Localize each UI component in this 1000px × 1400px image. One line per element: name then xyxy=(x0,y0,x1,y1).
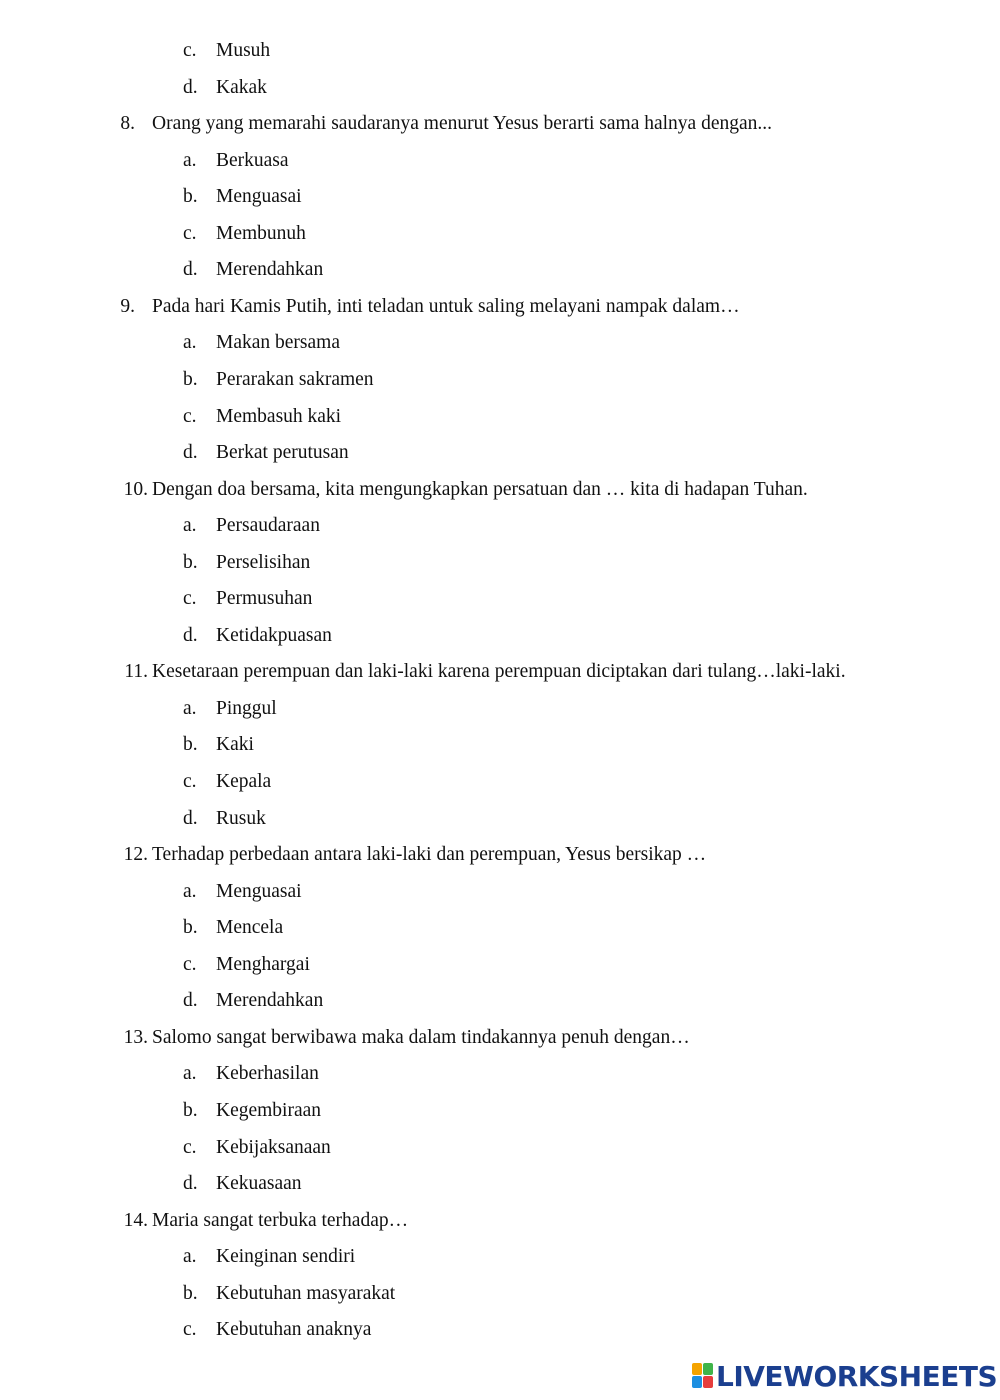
option-text: Kebutuhan anaknya xyxy=(216,1319,372,1341)
liveworksheets-logo xyxy=(692,1361,997,1391)
option-text: Kaki xyxy=(216,734,254,756)
question-number: 11. xyxy=(124,661,148,683)
option-text: Kekuasaan xyxy=(216,1173,302,1194)
option-text: Rusuk xyxy=(216,807,266,829)
option-letter: d. xyxy=(183,624,198,646)
option-text: Berkat perutusan xyxy=(216,442,349,463)
option-letter: c. xyxy=(183,1136,197,1158)
option-text: Perselisihan xyxy=(216,551,311,573)
option-text: Merendahkan xyxy=(216,990,324,1012)
question-text: Dengan doa bersama, kita mengungkapkan persatuan dan … kita di hadapan Tuhan. xyxy=(152,478,808,500)
option-letter: d. xyxy=(183,990,198,1012)
option-letter: d. xyxy=(183,259,198,281)
option-letter: b. xyxy=(183,1282,198,1304)
question-number: 12. xyxy=(123,844,148,866)
question-number: 14. xyxy=(123,1209,148,1231)
option-text: Merendahkan xyxy=(216,259,324,281)
option-text: Permusuhan xyxy=(216,588,313,610)
option-text: Kegembiraan xyxy=(216,1099,322,1121)
option-text: Membasuh kaki xyxy=(216,405,342,427)
option-text: Menghargai xyxy=(216,953,310,975)
liveworksheets-logo-icon xyxy=(692,1363,714,1389)
option-letter: a. xyxy=(183,1063,197,1085)
option-letter: d. xyxy=(183,76,198,98)
option-letter: b. xyxy=(183,734,198,756)
option-text: Musuh xyxy=(216,40,271,61)
option-text: Kepala xyxy=(216,771,272,792)
option-text: Makan bersama xyxy=(216,332,340,354)
option-text: Persaudaraan xyxy=(216,515,320,537)
option-letter: b. xyxy=(183,368,198,390)
option-text: Kakak xyxy=(216,76,267,98)
option-text: Pinggul xyxy=(216,697,277,719)
option-letter: c. xyxy=(183,40,197,61)
brand-name: LIVEWORKSHEETS xyxy=(716,1359,998,1393)
option-letter: a. xyxy=(183,697,197,719)
question-text: Terhadap perbedaan antara laki-laki dan perempuan, Yesus bersikap … xyxy=(152,844,707,866)
question-text: Kesetaraan perempuan dan laki-laki karena perempuan diciptakan dari tulang…laki-laki. xyxy=(152,661,846,683)
option-letter: d. xyxy=(183,1173,198,1194)
option-letter: c. xyxy=(183,771,197,792)
question-number: 13. xyxy=(123,1026,148,1048)
option-letter: c. xyxy=(183,588,197,610)
option-letter: b. xyxy=(183,1099,198,1121)
option-text: Perarakan sakramen xyxy=(216,368,374,390)
option-text: Ketidakpuasan xyxy=(216,624,332,646)
option-letter: c. xyxy=(183,953,197,975)
option-letter: c. xyxy=(183,222,197,244)
question-text: Orang yang memarahi saudaranya menurut Yesus berarti sama halnya dengan... xyxy=(152,113,773,135)
option-letter: a. xyxy=(183,880,197,902)
option-text: Mencela xyxy=(216,917,284,939)
question-number: 10. xyxy=(123,478,148,500)
question-text: Salomo sangat berwibawa maka dalam tindakannya penuh dengan… xyxy=(152,1026,690,1048)
option-text: Kebijaksanaan xyxy=(216,1136,331,1158)
option-letter: b. xyxy=(183,186,198,208)
option-letter: b. xyxy=(183,917,198,939)
option-letter: d. xyxy=(183,807,198,829)
option-letter: c. xyxy=(183,1319,197,1341)
option-letter: a. xyxy=(183,149,197,171)
option-text: Keberhasilan xyxy=(216,1063,319,1085)
question-text: Pada hari Kamis Putih, inti teladan untuk saling melayani nampak dalam… xyxy=(152,295,740,317)
option-letter: c. xyxy=(183,405,197,427)
question-number: 8. xyxy=(120,113,135,135)
question-text: Maria sangat terbuka terhadap… xyxy=(152,1209,409,1231)
option-text: Menguasai xyxy=(216,186,302,208)
option-text: Keinginan sendiri xyxy=(216,1246,356,1268)
option-letter: d. xyxy=(183,442,198,463)
option-letter: a. xyxy=(183,332,197,354)
question-number: 9. xyxy=(120,295,135,317)
option-text: Menguasai xyxy=(216,880,302,902)
option-letter: a. xyxy=(183,515,197,537)
option-text: Berkuasa xyxy=(216,149,289,171)
option-letter: b. xyxy=(183,551,198,573)
option-text: Kebutuhan masyarakat xyxy=(216,1282,396,1304)
option-text: Membunuh xyxy=(216,222,306,244)
option-letter: a. xyxy=(183,1246,197,1268)
